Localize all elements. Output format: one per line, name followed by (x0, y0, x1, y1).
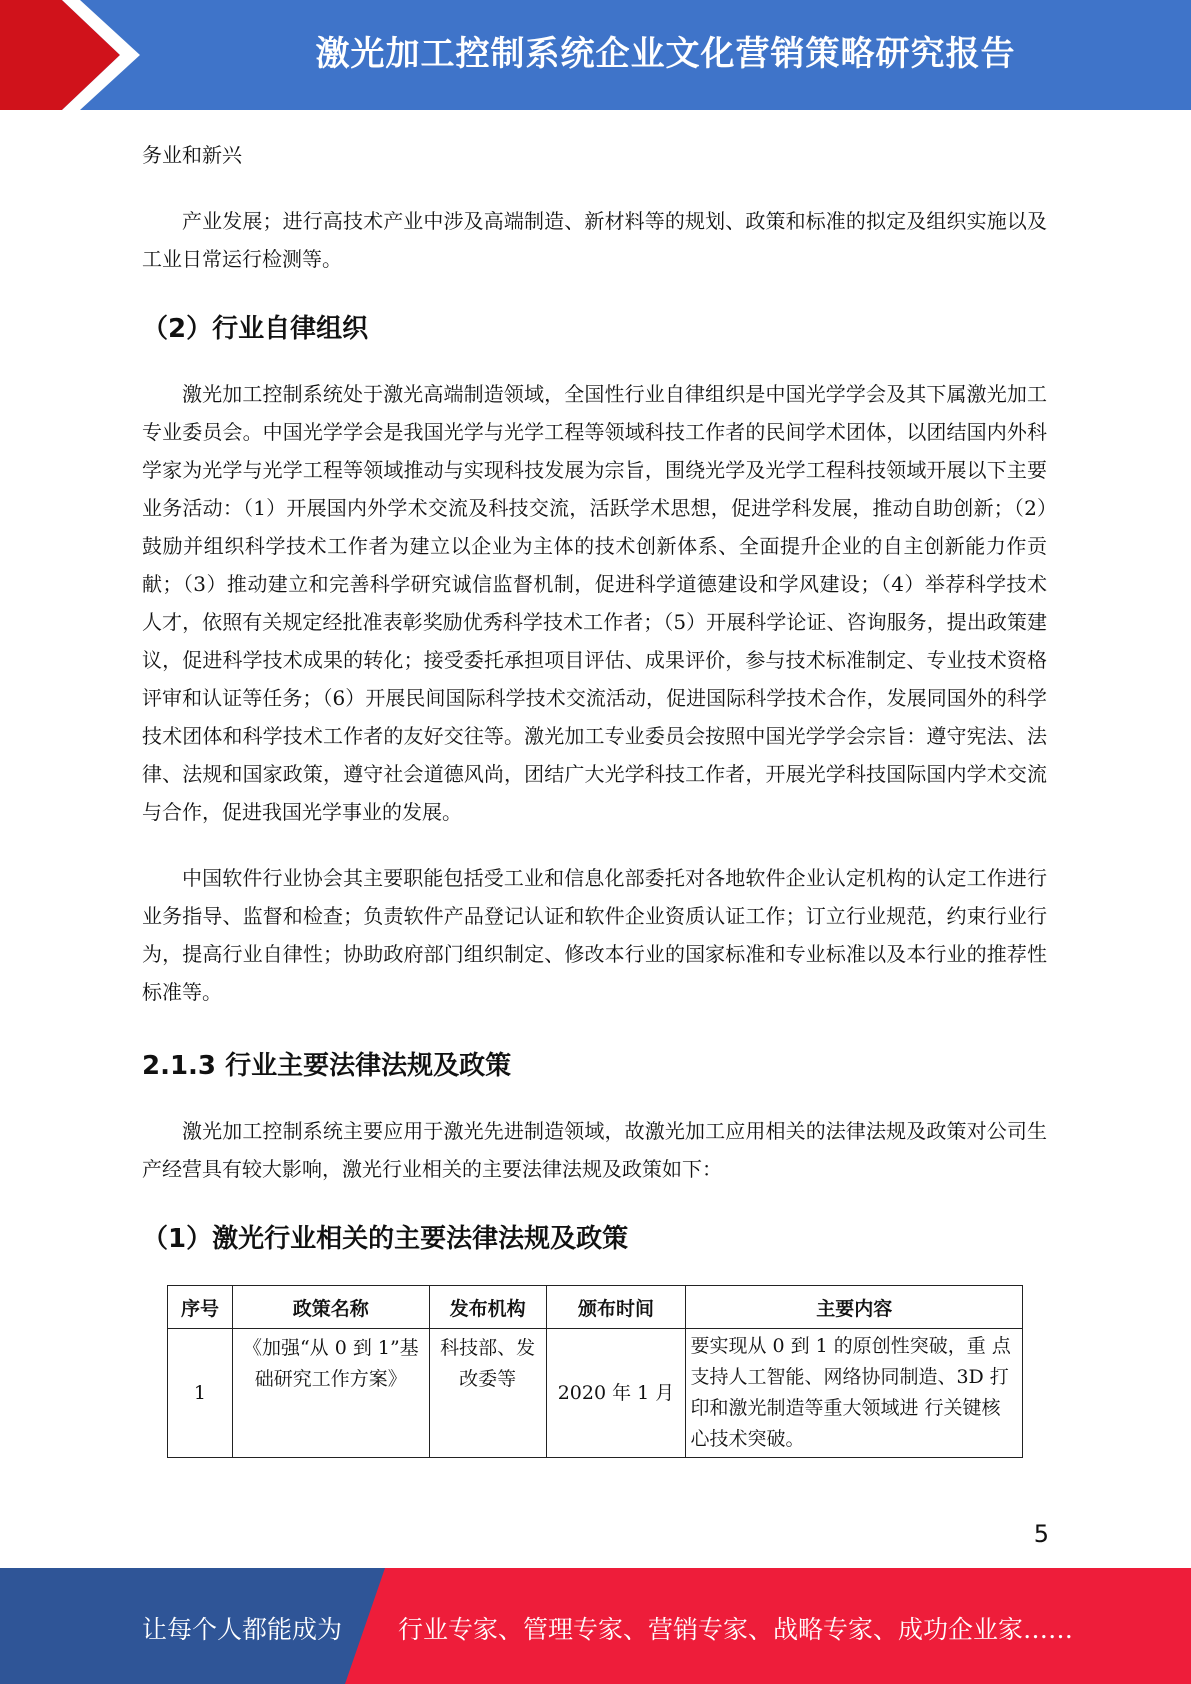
paragraph: 产业发展；进行高技术产业中涉及高端制造、新材料等的规划、政策和标准的拟定及组织实施以及工业日常运行检测等。 (142, 209, 1047, 271)
table-cell: 科技部、发改委等 (429, 1329, 546, 1458)
paragraph: 务业和新兴 (142, 143, 242, 167)
footer-slogan-left: 让每个人都能成为 (142, 1615, 343, 1644)
page-header (0, 0, 1191, 110)
page-footer (0, 1568, 1191, 1684)
page-number: 5 (1033, 1520, 1049, 1548)
document-body (142, 136, 1047, 1458)
table-header-row (168, 1286, 1023, 1329)
table-cell: 1 (168, 1329, 233, 1458)
table-cell: 《加强“从 0 到 1”基础研究工作方案》 (232, 1329, 429, 1458)
subsection-heading: （1）激光行业相关的主要法律法规及政策 (142, 1224, 629, 1254)
header-title: 激光加工控制系统企业文化营销策略研究报告 (315, 34, 1016, 74)
footer-slogan-right: 行业专家、管理专家、营销专家、战略专家、成功企业家…… (398, 1615, 1074, 1644)
paragraph: 激光加工控制系统处于激光高端制造领域，全国性行业自律组织是中国光学学会及其下属激光加工专业委员会。中国光学学会是我国光学与光学工程等领域科技工作者的民间学术团体，以团结国内外科学家为光学与光学工程等领域推动与实现科技发展为宗旨，围绕光学及光学工程科技领域开展以下主要业务活动：（1）开展国内外学术交流及科技交流，活跃学术思想，促进学科发展，推动自助创新；（2）鼓励并组织科学技术工作者为建立以企业为主体的技术创新体系、全面提升企业的自主创新能力作贡献；（3）推动建立和完善科学研究诚信监督机制，促进科学道德建设和学风建设；（4）举荐科学技术人才，依照有关规定经批准表彰奖励优秀科学技术工作者；（5）开展科学论证、咨询服务，提出政策建议，促进科学技术成果的转化；接受委托承担项目评估、成果评价，参与技术标准制定、专业技术资格评审和认证等任务；（6）开展民间国际科学技术交流活动，促进国际科学技术合作，发展同国外的科学技术团体和科学技术工作者的友好交往等。激光加工专业委员会按照中国光学学会宗旨：遵守宪法、法律、法规和国家政策，遵守社会道德风尚，团结广大光学科技工作者，开展光学科技国际国内学术交流与合作，促进我国光学事业的发展。 (142, 382, 1047, 824)
section-heading: 2.1.3 行业主要法律法规及政策 (142, 1051, 512, 1081)
paragraph: 激光加工控制系统主要应用于激光先进制造领域，故激光加工应用相关的法律法规及政策对公司生产经营具有较大影响，激光行业相关的主要法律法规及政策如下： (142, 1119, 1047, 1181)
policy-table (167, 1285, 1023, 1458)
column-header: 发布机构 (429, 1286, 546, 1329)
column-header: 颁布时间 (546, 1286, 686, 1329)
subsection-heading: （2）行业自律组织 (142, 314, 369, 344)
column-header: 政策名称 (232, 1286, 429, 1329)
paragraph: 中国软件行业协会其主要职能包括受工业和信息化部委托对各地软件企业认定机构的认定工作进行业务指导、监督和检查；负责软件产品登记认证和软件企业资质认证工作；订立行业规范，约束行业行为，提高行业自律性；协助政府部门组织制定、修改本行业的国家标准和专业标准以及本行业的推荐性标准等。 (142, 866, 1047, 1004)
table-cell: 2020 年 1 月 (546, 1329, 686, 1458)
column-header: 序号 (168, 1286, 233, 1329)
table-row (168, 1329, 1023, 1458)
column-header: 主要内容 (686, 1286, 1023, 1329)
table-cell: 要实现从 0 到 1 的原创性突破，重 点支持人工智能、网络协同制造、3D 打印和激光制造等重大领域进 行关键核心技术突破。 (686, 1329, 1023, 1458)
